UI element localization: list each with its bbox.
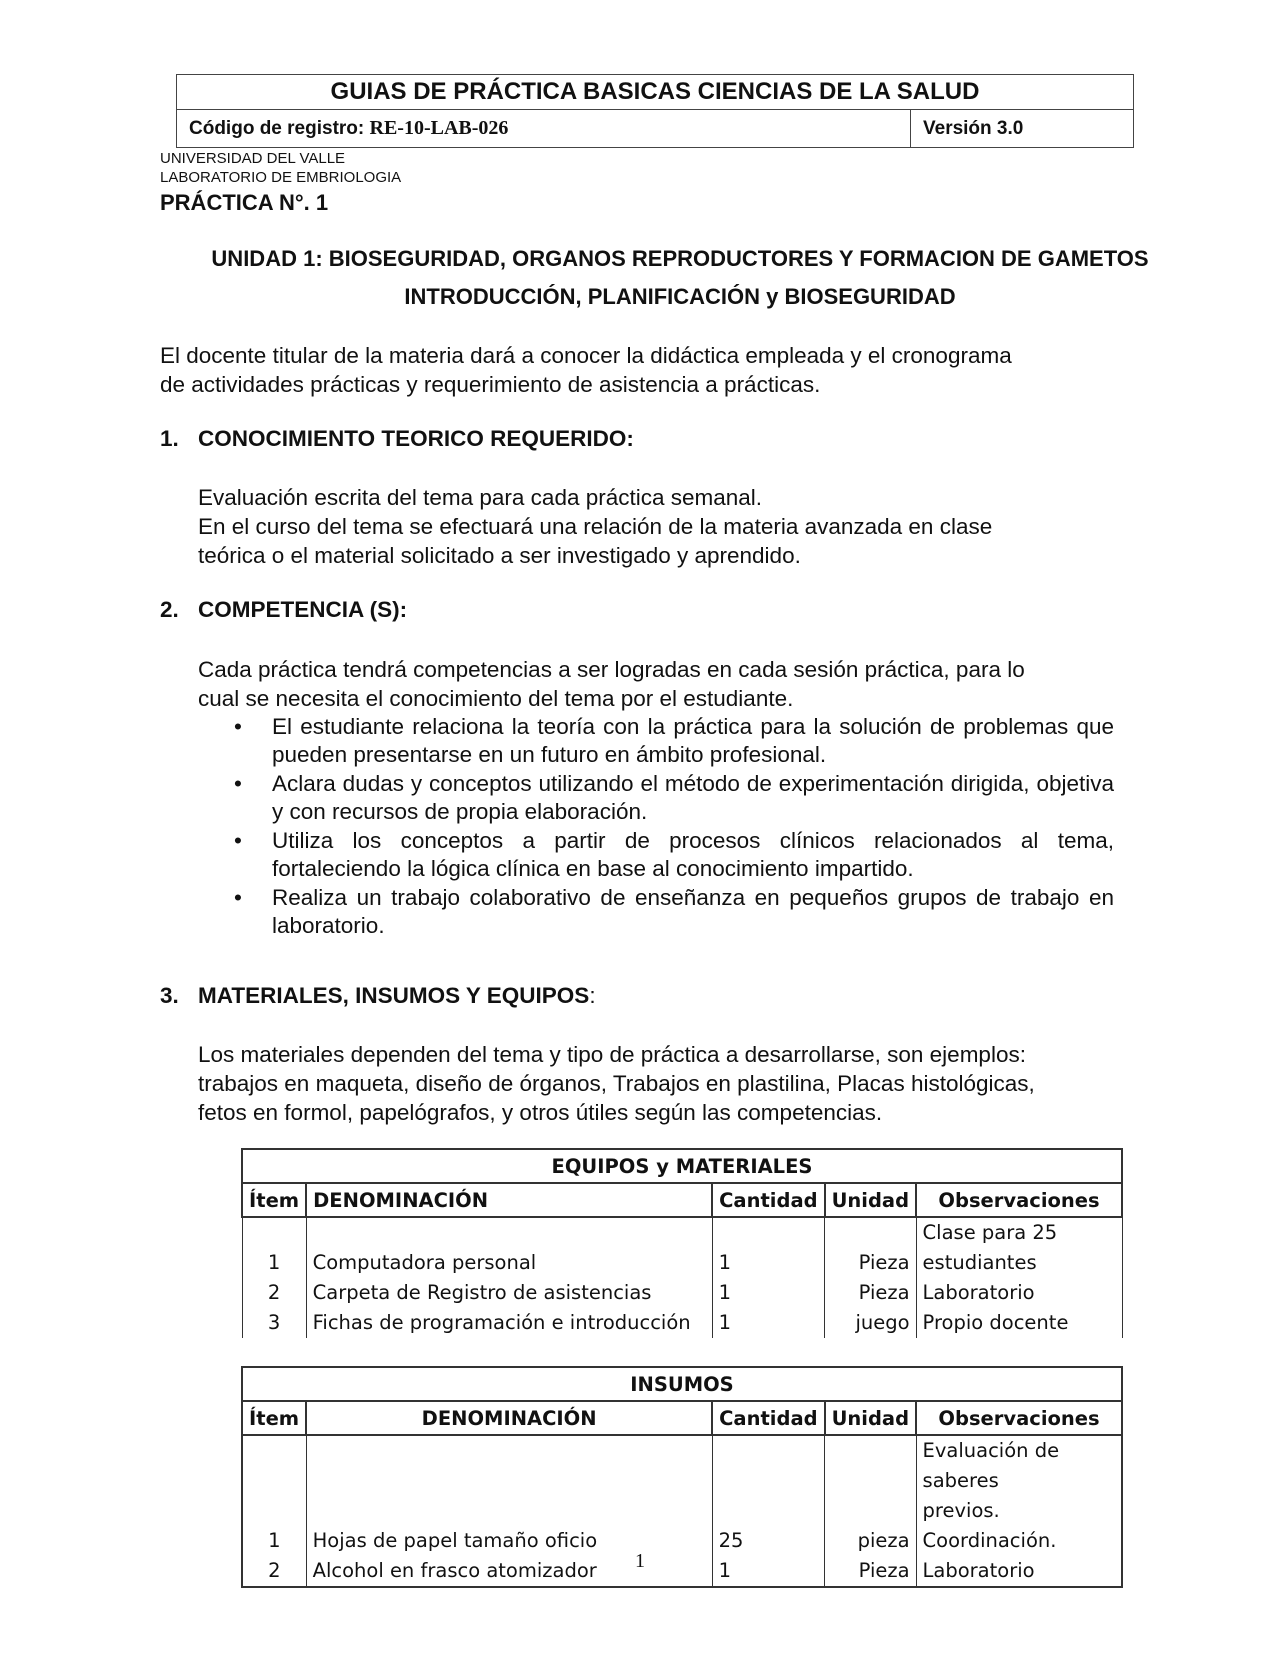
observation-line: Evaluación de saberes [922,1439,1060,1492]
table-header-row [242,1401,1122,1435]
section-title: CONOCIMIENTO TEORICO REQUERIDO: [198,426,634,451]
cell-observations [916,1435,1122,1556]
observation-line: Clase para 25 [922,1221,1058,1244]
table-row [242,1217,1122,1278]
cell-observations: Laboratorio [916,1278,1122,1308]
table-row [242,1278,1122,1308]
version-label: Versión 3.0 [923,118,1024,139]
intro-paragraph [160,341,1012,399]
cell-unit: Pieza [825,1278,916,1308]
page-number: 1 [635,1550,645,1572]
header-title: GUIAS DE PRÁCTICA BASICAS CIENCIAS DE LA SALUD [177,75,1133,110]
section-line: teórica o el material solicitado a ser investigado y aprendido. [198,543,801,568]
cell-observations: Propio docente [916,1308,1122,1338]
table-row [242,1308,1122,1338]
section-line: cual se necesita el conocimiento del tema por el estudiante. [198,686,794,711]
section-line: fetos en formol, papelógrafos, y otros útiles según las competencias. [198,1100,883,1125]
intro-line: El docente titular de la materia dará a conocer la didáctica empleada y el cronograma [160,343,1012,368]
cell-item: 2 [242,1278,306,1308]
column-header: Ítem [242,1183,306,1217]
registration-code-label: Código de registro: [189,118,365,139]
section-line: En el curso del tema se efectuará una relación de la materia avanzada en clase [198,514,993,539]
list-item [230,884,1114,940]
cell-unit: juego [825,1308,916,1338]
cell-quantity: 1 [712,1556,824,1587]
section-number: 1. [160,426,179,451]
cell-quantity: 25 [712,1435,824,1556]
list-item-text: Aclara dudas y conceptos utilizando el método de experimentación dirigida, objetiva y con recursos de propia elaboración. [272,771,1114,824]
bullet-icon: • [234,885,242,910]
intro-line: de actividades prácticas y requerimiento de asistencia a prácticas. [160,372,821,397]
section-line: trabajos en maqueta, diseño de órganos, Trabajos en plastilina, Placas histológicas, [198,1071,1035,1096]
practice-number: PRÁCTICA N°. 1 [160,190,329,215]
section-number: 2. [160,597,179,622]
bullet-icon: • [234,771,242,796]
column-header: DENOMINACIÓN [306,1401,712,1435]
cell-quantity: 1 [712,1308,824,1338]
section-title: MATERIALES, INSUMOS Y EQUIPOS [198,983,590,1008]
column-header: Cantidad [712,1401,824,1435]
cell-observations: Laboratorio [916,1556,1122,1587]
section-title-suffix: : [589,983,596,1008]
cell-quantity: 1 [712,1278,824,1308]
list-item-text: Utiliza los conceptos a partir de procesos clínicos relacionados al tema, fortaleciendo la lógica clínica en base al conocimiento impartido. [272,828,1114,881]
list-item [230,713,1114,769]
cell-unit: Pieza [825,1217,916,1278]
cell-name: Carpeta de Registro de asistencias [306,1278,712,1308]
column-header: Cantidad [712,1183,824,1217]
observation-line: previos. Coordinación. [922,1499,1057,1552]
section-text [198,1040,1035,1127]
cell-item: 1 [242,1435,306,1556]
cell-item: 2 [242,1556,306,1587]
list-item [230,770,1114,826]
document-header [176,74,1134,148]
section-heading [160,983,596,1009]
cell-observations [916,1217,1122,1278]
equipment-table [241,1148,1123,1338]
column-header: Observaciones [916,1401,1122,1435]
cell-item: 1 [242,1217,306,1278]
registration-code-value: RE-10-LAB-026 [369,117,509,139]
list-item-text: El estudiante relaciona la teoría con la práctica para la solución de problemas que pueden presentarse en un futuro en ámbito profesional. [272,714,1114,767]
registration-code [177,110,911,147]
section-title: COMPETENCIA (S): [198,597,408,622]
section-heading [160,597,407,623]
section-line: Evaluación escrita del tema para cada práctica semanal. [198,485,763,510]
section-heading [160,426,634,452]
bullet-icon: • [234,714,242,739]
table-header-row [242,1183,1122,1217]
section-line: Los materiales dependen del tema y tipo de práctica a desarrollarse, son ejemplos: [198,1042,1026,1067]
bullet-icon: • [234,828,242,853]
unit-subtitle: INTRODUCCIÓN, PLANIFICACIÓN y BIOSEGURIDAD [404,284,956,309]
column-header: Observaciones [916,1183,1122,1217]
cell-name: Computadora personal [306,1217,712,1278]
section-text [198,483,992,570]
cell-name: Alcohol en frasco atomizador [306,1556,712,1587]
laboratory-name: LABORATORIO DE EMBRIOLOGIA [160,169,402,186]
cell-unit: Pieza [825,1556,916,1587]
section-line: Cada práctica tendrá competencias a ser logradas en cada sesión práctica, para lo [198,657,1025,682]
cell-item: 3 [242,1308,306,1338]
column-header: Unidad [825,1183,916,1217]
list-item [230,827,1114,883]
column-header: Ítem [242,1401,306,1435]
competency-list [230,713,1114,941]
cell-unit: pieza [825,1435,916,1556]
list-item-text: Realiza un trabajo colaborativo de enseñanza en pequeños grupos de trabajo en laboratorio. [272,885,1114,938]
university-name: UNIVERSIDAD DEL VALLE [160,150,346,167]
table-title: INSUMOS [242,1367,1122,1401]
column-header: DENOMINACIÓN [306,1183,712,1217]
table-title: EQUIPOS y MATERIALES [242,1149,1122,1183]
section-number: 3. [160,983,179,1008]
cell-name: Hojas de papel tamaño oficio [306,1435,712,1556]
section-text [198,655,1025,713]
table-row [242,1435,1122,1556]
header-row [177,110,1133,147]
cell-name: Fichas de programación e introducción [306,1308,712,1338]
unit-title: UNIDAD 1: BIOSEGURIDAD, ORGANOS REPRODUCTORES Y FORMACION DE GAMETOS [211,246,1149,271]
observation-line: estudiantes [922,1251,1037,1274]
column-header: Unidad [825,1401,916,1435]
cell-quantity: 1 [712,1217,824,1278]
